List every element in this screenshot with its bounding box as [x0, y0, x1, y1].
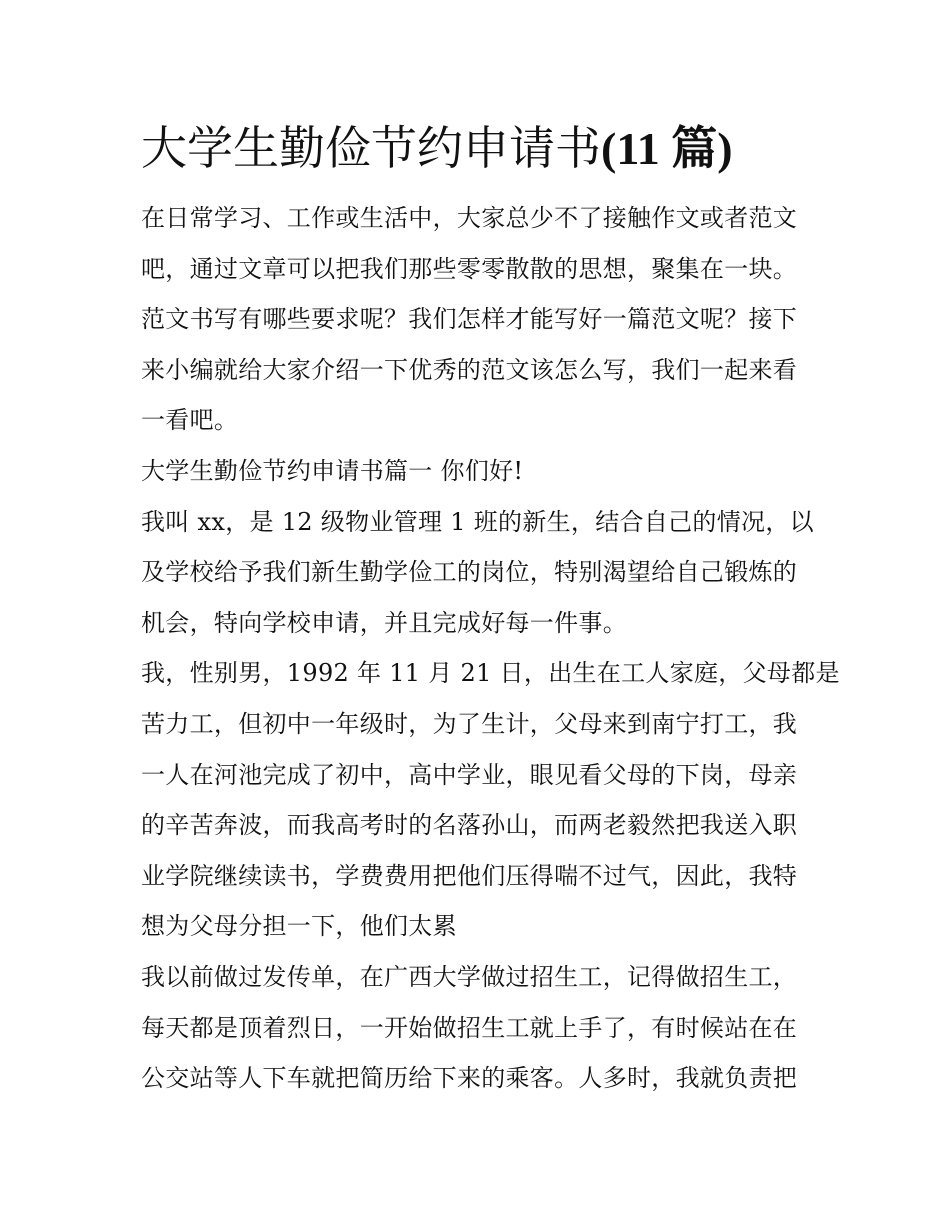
text-line: 来小编就给大家介绍一下优秀的范文该怎么写，我们一起来看: [141, 355, 798, 384]
paragraph-greeting: [141, 446, 821, 497]
paragraph-intro: [141, 193, 821, 446]
text-line: 公交站等人下车就把简历给下来的乘客。人多时，我就负责把: [141, 1064, 798, 1093]
paragraph-background: [141, 648, 840, 952]
text-line: 及学校给予我们新生勤学俭工的岗位，特别渴望给自己锻炼的: [141, 558, 798, 587]
text-line: 一看吧。: [141, 406, 239, 435]
text-line: 我叫 xx，是 12 级物业管理 1 班的新生，结合自己的情况，以: [141, 507, 814, 536]
document-title-count: (11 篇): [601, 123, 733, 174]
document-page: [141, 112, 840, 1104]
text-line: 在日常学习、工作或生活中，大家总少不了接触作文或者范文: [141, 204, 798, 232]
text-line: 的辛苦奔波，而我高考时的名落孙山，而两老毅然把我送入职: [141, 811, 798, 840]
text-line: 想为父母分担一下，他们太累: [141, 912, 457, 941]
text-line: 一人在河池完成了初中，高中学业，眼见看父母的下岗，母亲: [141, 760, 798, 789]
text-line: 范文书写有哪些要求呢？我们怎样才能写好一篇范文呢？接下: [141, 305, 798, 334]
text-line: 我以前做过发传单，在广西大学做过招生工，记得做招生工，: [141, 962, 798, 991]
text-line: 机会，特向学校申请，并且完成好每一件事。: [141, 608, 627, 637]
text-line: 业学院继续读书，学费费用把他们压得喘不过气，因此，我特: [141, 861, 798, 890]
paragraph-experience: [141, 952, 821, 1104]
text-line: 每天都是顶着烈日，一开始做招生工就上手了，有时候站在在: [141, 1013, 798, 1042]
text-line: 苦力工，但初中一年级时，为了生计，父母来到南宁打工，我: [141, 709, 798, 738]
text-line: 吧，通过文章可以把我们那些零零散散的思想，聚集在一块。: [141, 254, 798, 283]
text-line: 大学生勤俭节约申请书篇一 你们好!: [141, 456, 524, 485]
text-line: 我，性别男，1992 年 11 月 21 日，出生在工人家庭，父母都是: [141, 659, 840, 688]
document-title-main: 大学生勤俭节约申请书: [141, 121, 601, 175]
paragraph-self-intro: [141, 497, 821, 649]
document-title: [141, 112, 821, 185]
